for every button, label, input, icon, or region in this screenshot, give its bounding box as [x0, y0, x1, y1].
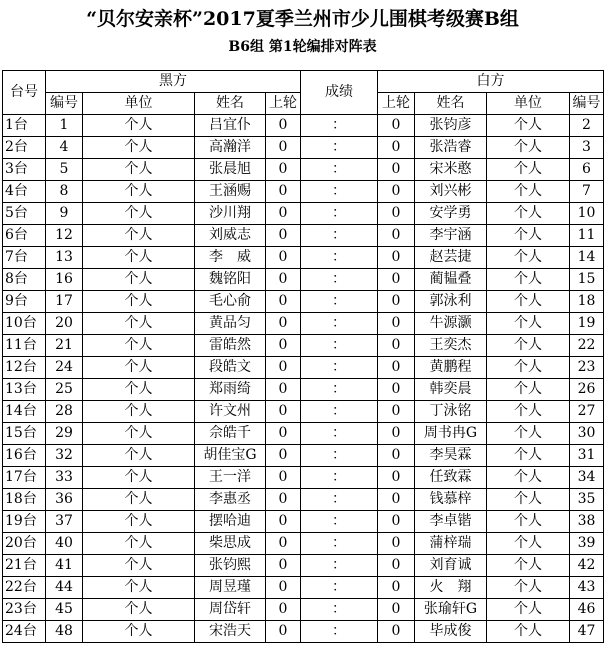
- white-unit-cell: 个人: [487, 313, 570, 335]
- white-prev-header: 上轮: [378, 93, 415, 115]
- white-prev-cell: 0: [378, 467, 415, 489]
- white-unit-cell: 个人: [487, 225, 570, 247]
- black-unit-cell: 个人: [83, 357, 195, 379]
- white-prev-cell: 0: [378, 203, 415, 225]
- white-num-cell: 30: [570, 423, 604, 445]
- black-prev-cell: 0: [266, 115, 301, 137]
- black-name-cell: 雷皓然: [195, 335, 266, 357]
- white-unit-header: 单位: [487, 93, 570, 115]
- white-name-cell: 韩奕晨: [415, 379, 487, 401]
- white-name-cell: 张浩睿: [415, 137, 487, 159]
- white-unit-cell: 个人: [487, 269, 570, 291]
- black-num-cell: 45: [46, 599, 83, 621]
- board-cell: 1台: [3, 115, 46, 137]
- board-cell: 10台: [3, 313, 46, 335]
- white-unit-cell: 个人: [487, 203, 570, 225]
- black-unit-cell: 个人: [83, 203, 195, 225]
- black-num-cell: 8: [46, 181, 83, 203]
- result-cell: ：: [301, 335, 378, 357]
- white-unit-cell: 个人: [487, 555, 570, 577]
- table-row: [3, 313, 604, 335]
- black-num-cell: 16: [46, 269, 83, 291]
- white-name-cell: 蒲梓瑞: [415, 533, 487, 555]
- black-name-cell: 毛心俞: [195, 291, 266, 313]
- table-row: [3, 467, 604, 489]
- white-prev-cell: 0: [378, 577, 415, 599]
- table-row: [3, 269, 604, 291]
- white-name-cell: 安学勇: [415, 203, 487, 225]
- black-num-cell: 9: [46, 203, 83, 225]
- board-cell: 16台: [3, 445, 46, 467]
- board-cell: 22台: [3, 577, 46, 599]
- black-num-cell: 40: [46, 533, 83, 555]
- black-prev-cell: 0: [266, 599, 301, 621]
- black-unit-cell: 个人: [83, 489, 195, 511]
- black-unit-cell: 个人: [83, 445, 195, 467]
- white-prev-cell: 0: [378, 401, 415, 423]
- result-cell: ：: [301, 137, 378, 159]
- white-prev-cell: 0: [378, 445, 415, 467]
- black-name-cell: 周岱轩: [195, 599, 266, 621]
- white-num-cell: 14: [570, 247, 604, 269]
- black-num-cell: 33: [46, 467, 83, 489]
- black-name-header: 姓名: [195, 93, 266, 115]
- black-prev-header: 上轮: [266, 93, 301, 115]
- white-prev-cell: 0: [378, 621, 415, 643]
- table-row: [3, 599, 604, 621]
- white-num-cell: 38: [570, 511, 604, 533]
- black-num-cell: 44: [46, 577, 83, 599]
- white-num-cell: 26: [570, 379, 604, 401]
- black-name-cell: 王一洋: [195, 467, 266, 489]
- table-row: [3, 335, 604, 357]
- black-prev-cell: 0: [266, 159, 301, 181]
- result-cell: ：: [301, 181, 378, 203]
- board-cell: 3台: [3, 159, 46, 181]
- white-num-cell: 18: [570, 291, 604, 313]
- board-cell: 23台: [3, 599, 46, 621]
- result-cell: ：: [301, 247, 378, 269]
- white-name-cell: 丁泳铭: [415, 401, 487, 423]
- black-unit-cell: 个人: [83, 159, 195, 181]
- black-unit-cell: 个人: [83, 115, 195, 137]
- black-name-cell: 周昱瑾: [195, 577, 266, 599]
- black-num-cell: 37: [46, 511, 83, 533]
- white-unit-cell: 个人: [487, 621, 570, 643]
- black-prev-cell: 0: [266, 313, 301, 335]
- black-num-cell: 12: [46, 225, 83, 247]
- board-cell: 24台: [3, 621, 46, 643]
- white-name-cell: 刘兴彬: [415, 181, 487, 203]
- black-prev-cell: 0: [266, 511, 301, 533]
- header-row-top: [3, 71, 604, 93]
- board-header: 台号: [3, 71, 46, 115]
- black-prev-cell: 0: [266, 379, 301, 401]
- result-header: 成绩: [301, 71, 378, 115]
- black-prev-cell: 0: [266, 335, 301, 357]
- white-prev-cell: 0: [378, 599, 415, 621]
- white-name-cell: 张钧彦: [415, 115, 487, 137]
- board-cell: 18台: [3, 489, 46, 511]
- result-cell: ：: [301, 203, 378, 225]
- table-row: [3, 555, 604, 577]
- black-unit-cell: 个人: [83, 555, 195, 577]
- white-num-cell: 35: [570, 489, 604, 511]
- white-unit-cell: 个人: [487, 115, 570, 137]
- black-prev-cell: 0: [266, 137, 301, 159]
- white-num-cell: 42: [570, 555, 604, 577]
- table-row: [3, 115, 604, 137]
- white-num-cell: 7: [570, 181, 604, 203]
- page-title: “贝尔安亲杯”2017夏季兰州市少儿围棋考级赛B组: [86, 8, 519, 30]
- white-unit-cell: 个人: [487, 247, 570, 269]
- black-name-cell: 段皓文: [195, 357, 266, 379]
- table-row: [3, 577, 604, 599]
- black-num-cell: 4: [46, 137, 83, 159]
- result-cell: ：: [301, 423, 378, 445]
- black-num-cell: 29: [46, 423, 83, 445]
- black-unit-cell: 个人: [83, 137, 195, 159]
- white-prev-cell: 0: [378, 511, 415, 533]
- white-num-cell: 34: [570, 467, 604, 489]
- white-num-cell: 31: [570, 445, 604, 467]
- black-name-cell: 李 威: [195, 247, 266, 269]
- white-num-cell: 2: [570, 115, 604, 137]
- white-name-cell: 宋米憨: [415, 159, 487, 181]
- black-unit-cell: 个人: [83, 467, 195, 489]
- white-name-cell: 任致霖: [415, 467, 487, 489]
- black-prev-cell: 0: [266, 555, 301, 577]
- black-name-cell: 郑雨绮: [195, 379, 266, 401]
- table-row: [3, 291, 604, 313]
- result-cell: ：: [301, 115, 378, 137]
- black-num-cell: 48: [46, 621, 83, 643]
- white-prev-cell: 0: [378, 225, 415, 247]
- board-cell: 4台: [3, 181, 46, 203]
- black-prev-cell: 0: [266, 181, 301, 203]
- black-unit-cell: 个人: [83, 313, 195, 335]
- black-prev-cell: 0: [266, 203, 301, 225]
- white-prev-cell: 0: [378, 269, 415, 291]
- white-prev-cell: 0: [378, 247, 415, 269]
- white-name-cell: 李宇涵: [415, 225, 487, 247]
- board-cell: 2台: [3, 137, 46, 159]
- black-unit-cell: 个人: [83, 181, 195, 203]
- white-name-cell: 张瑜轩G: [415, 599, 487, 621]
- result-cell: ：: [301, 445, 378, 467]
- white-prev-cell: 0: [378, 357, 415, 379]
- result-cell: ：: [301, 467, 378, 489]
- black-name-cell: 吕宜仆: [195, 115, 266, 137]
- table-row: [3, 511, 604, 533]
- black-prev-cell: 0: [266, 357, 301, 379]
- black-num-cell: 24: [46, 357, 83, 379]
- white-unit-cell: 个人: [487, 445, 570, 467]
- white-num-cell: 15: [570, 269, 604, 291]
- black-unit-cell: 个人: [83, 247, 195, 269]
- result-cell: ：: [301, 159, 378, 181]
- white-prev-cell: 0: [378, 335, 415, 357]
- result-cell: ：: [301, 269, 378, 291]
- black-unit-cell: 个人: [83, 533, 195, 555]
- white-num-cell: 39: [570, 533, 604, 555]
- page-subtitle: B6组 第1轮编排对阵表: [228, 39, 377, 55]
- table-row: [3, 203, 604, 225]
- white-name-cell: 王奕杰: [415, 335, 487, 357]
- white-num-cell: 27: [570, 401, 604, 423]
- white-name-cell: 李昊霖: [415, 445, 487, 467]
- board-cell: 19台: [3, 511, 46, 533]
- table-row: [3, 445, 604, 467]
- white-prev-cell: 0: [378, 137, 415, 159]
- black-name-cell: 沙川翔: [195, 203, 266, 225]
- white-unit-cell: 个人: [487, 401, 570, 423]
- white-name-cell: 牛源灏: [415, 313, 487, 335]
- white-header: 白方: [378, 71, 604, 93]
- board-cell: 17台: [3, 467, 46, 489]
- board-cell: 21台: [3, 555, 46, 577]
- white-prev-cell: 0: [378, 291, 415, 313]
- table-row: [3, 159, 604, 181]
- black-unit-cell: 个人: [83, 599, 195, 621]
- black-unit-cell: 个人: [83, 379, 195, 401]
- black-name-cell: 许文州: [195, 401, 266, 423]
- white-prev-cell: 0: [378, 489, 415, 511]
- white-unit-cell: 个人: [487, 511, 570, 533]
- white-unit-cell: 个人: [487, 357, 570, 379]
- black-num-cell: 17: [46, 291, 83, 313]
- black-unit-cell: 个人: [83, 335, 195, 357]
- black-num-cell: 20: [46, 313, 83, 335]
- board-cell: 9台: [3, 291, 46, 313]
- white-name-cell: 蔺韫叠: [415, 269, 487, 291]
- table-row: [3, 137, 604, 159]
- white-name-cell: 钱慕梓: [415, 489, 487, 511]
- white-unit-cell: 个人: [487, 159, 570, 181]
- black-unit-cell: 个人: [83, 577, 195, 599]
- table-row: [3, 247, 604, 269]
- black-unit-cell: 个人: [83, 269, 195, 291]
- black-name-cell: 柴思成: [195, 533, 266, 555]
- table-row: [3, 533, 604, 555]
- white-num-cell: 23: [570, 357, 604, 379]
- white-num-cell: 6: [570, 159, 604, 181]
- black-prev-cell: 0: [266, 489, 301, 511]
- black-prev-cell: 0: [266, 621, 301, 643]
- black-unit-cell: 个人: [83, 401, 195, 423]
- black-unit-cell: 个人: [83, 511, 195, 533]
- white-num-cell: 3: [570, 137, 604, 159]
- black-num-cell: 32: [46, 445, 83, 467]
- white-name-cell: 毕成俊: [415, 621, 487, 643]
- white-prev-cell: 0: [378, 379, 415, 401]
- table-row: [3, 621, 604, 643]
- white-num-cell: 47: [570, 621, 604, 643]
- black-unit-cell: 个人: [83, 621, 195, 643]
- white-name-cell: 赵芸捷: [415, 247, 487, 269]
- black-prev-cell: 0: [266, 401, 301, 423]
- white-name-header: 姓名: [415, 93, 487, 115]
- result-cell: ：: [301, 599, 378, 621]
- white-prev-cell: 0: [378, 115, 415, 137]
- black-num-cell: 41: [46, 555, 83, 577]
- white-unit-cell: 个人: [487, 467, 570, 489]
- result-cell: ：: [301, 533, 378, 555]
- white-name-cell: 火 翔: [415, 577, 487, 599]
- white-name-cell: 刘育诚: [415, 555, 487, 577]
- black-name-cell: 刘威志: [195, 225, 266, 247]
- board-cell: 6台: [3, 225, 46, 247]
- black-prev-cell: 0: [266, 533, 301, 555]
- result-cell: ：: [301, 225, 378, 247]
- result-cell: ：: [301, 313, 378, 335]
- table-row: [3, 357, 604, 379]
- board-cell: 15台: [3, 423, 46, 445]
- black-name-cell: 黄品匀: [195, 313, 266, 335]
- black-name-cell: 摆哈迪: [195, 511, 266, 533]
- white-name-cell: 郭泳利: [415, 291, 487, 313]
- black-num-cell: 21: [46, 335, 83, 357]
- board-cell: 7台: [3, 247, 46, 269]
- black-name-cell: 宋浩天: [195, 621, 266, 643]
- result-cell: ：: [301, 511, 378, 533]
- board-cell: 11台: [3, 335, 46, 357]
- white-name-cell: 黄鹏程: [415, 357, 487, 379]
- white-name-cell: 周书冉G: [415, 423, 487, 445]
- black-num-cell: 5: [46, 159, 83, 181]
- black-prev-cell: 0: [266, 225, 301, 247]
- table-row: [3, 225, 604, 247]
- white-num-cell: 22: [570, 335, 604, 357]
- white-num-header: 编号: [570, 93, 604, 115]
- board-cell: 14台: [3, 401, 46, 423]
- black-prev-cell: 0: [266, 423, 301, 445]
- white-num-cell: 11: [570, 225, 604, 247]
- black-prev-cell: 0: [266, 577, 301, 599]
- black-num-cell: 28: [46, 401, 83, 423]
- black-name-cell: 胡佳宝G: [195, 445, 266, 467]
- table-row: [3, 423, 604, 445]
- black-num-header: 编号: [46, 93, 83, 115]
- board-cell: 5台: [3, 203, 46, 225]
- white-prev-cell: 0: [378, 181, 415, 203]
- white-unit-cell: 个人: [487, 599, 570, 621]
- white-prev-cell: 0: [378, 159, 415, 181]
- black-name-cell: 王涵赐: [195, 181, 266, 203]
- pairings-table: [2, 70, 604, 643]
- white-unit-cell: 个人: [487, 291, 570, 313]
- result-cell: ：: [301, 291, 378, 313]
- table-row: [3, 181, 604, 203]
- result-cell: ：: [301, 489, 378, 511]
- black-prev-cell: 0: [266, 445, 301, 467]
- black-name-cell: 李惠丞: [195, 489, 266, 511]
- black-header: 黑方: [46, 71, 301, 93]
- result-cell: ：: [301, 577, 378, 599]
- white-num-cell: 46: [570, 599, 604, 621]
- black-num-cell: 13: [46, 247, 83, 269]
- white-prev-cell: 0: [378, 533, 415, 555]
- white-num-cell: 43: [570, 577, 604, 599]
- black-name-cell: 高瀚洋: [195, 137, 266, 159]
- white-prev-cell: 0: [378, 423, 415, 445]
- white-unit-cell: 个人: [487, 489, 570, 511]
- white-name-cell: 李卓锴: [415, 511, 487, 533]
- result-cell: ：: [301, 621, 378, 643]
- result-cell: ：: [301, 401, 378, 423]
- board-cell: 12台: [3, 357, 46, 379]
- board-cell: 20台: [3, 533, 46, 555]
- black-num-cell: 36: [46, 489, 83, 511]
- black-name-cell: 张钧熙: [195, 555, 266, 577]
- result-cell: ：: [301, 379, 378, 401]
- black-prev-cell: 0: [266, 291, 301, 313]
- black-prev-cell: 0: [266, 269, 301, 291]
- white-unit-cell: 个人: [487, 335, 570, 357]
- white-unit-cell: 个人: [487, 423, 570, 445]
- black-num-cell: 1: [46, 115, 83, 137]
- black-unit-cell: 个人: [83, 291, 195, 313]
- black-prev-cell: 0: [266, 247, 301, 269]
- black-prev-cell: 0: [266, 467, 301, 489]
- black-name-cell: 佘皓千: [195, 423, 266, 445]
- black-name-cell: 张晨旭: [195, 159, 266, 181]
- black-unit-cell: 个人: [83, 225, 195, 247]
- board-cell: 8台: [3, 269, 46, 291]
- black-unit-cell: 个人: [83, 423, 195, 445]
- white-unit-cell: 个人: [487, 181, 570, 203]
- table-row: [3, 489, 604, 511]
- black-unit-header: 单位: [83, 93, 195, 115]
- white-prev-cell: 0: [378, 313, 415, 335]
- white-num-cell: 10: [570, 203, 604, 225]
- result-cell: ：: [301, 357, 378, 379]
- white-prev-cell: 0: [378, 555, 415, 577]
- table-row: [3, 401, 604, 423]
- white-unit-cell: 个人: [487, 379, 570, 401]
- board-cell: 13台: [3, 379, 46, 401]
- result-cell: ：: [301, 555, 378, 577]
- white-num-cell: 19: [570, 313, 604, 335]
- white-unit-cell: 个人: [487, 577, 570, 599]
- white-unit-cell: 个人: [487, 137, 570, 159]
- black-name-cell: 魏铭阳: [195, 269, 266, 291]
- black-num-cell: 25: [46, 379, 83, 401]
- table-row: [3, 379, 604, 401]
- white-unit-cell: 个人: [487, 533, 570, 555]
